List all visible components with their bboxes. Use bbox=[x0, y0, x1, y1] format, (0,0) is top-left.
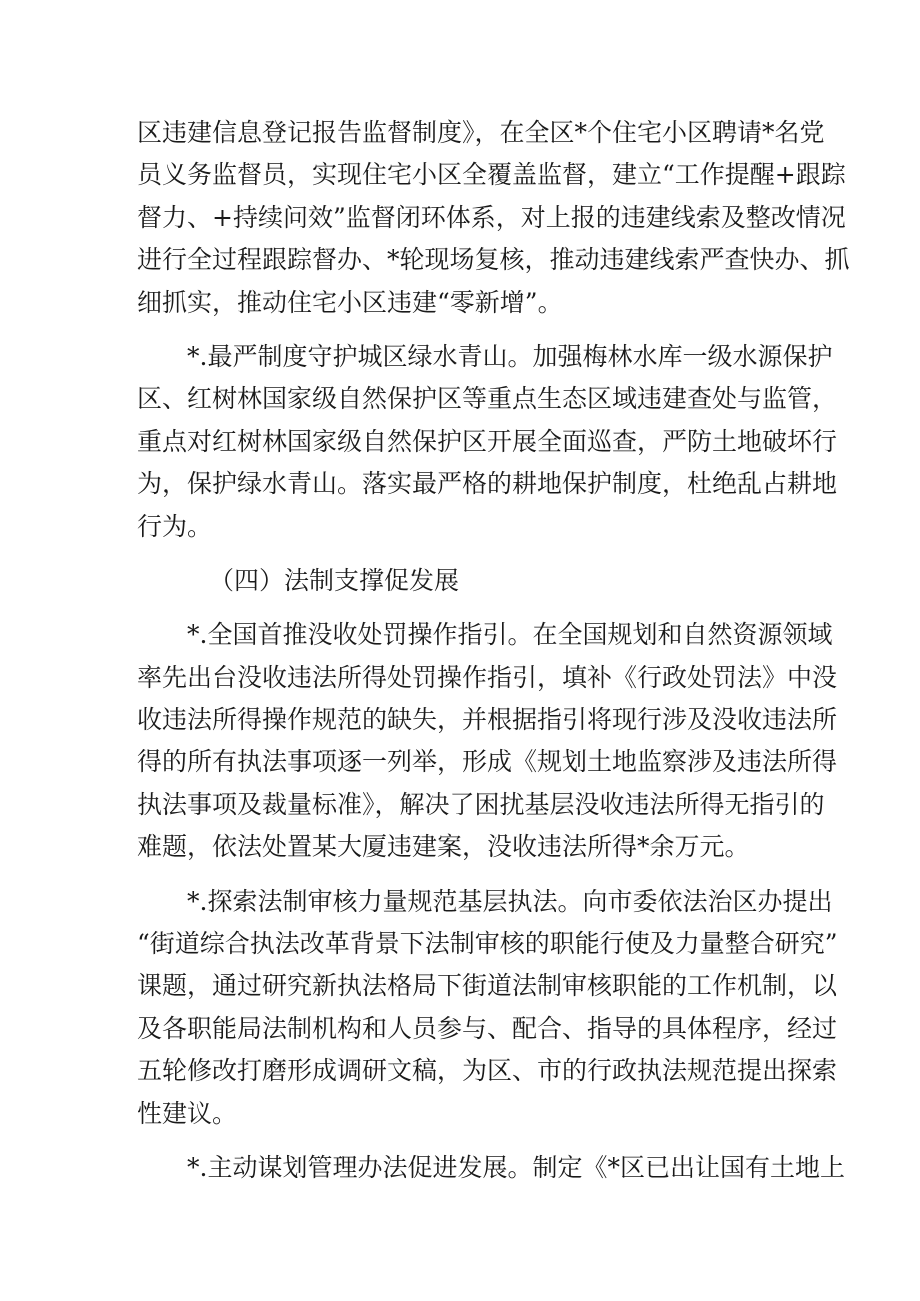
paragraph-legal-review bbox=[137, 881, 838, 1135]
text-line: 性建议。 bbox=[137, 1098, 238, 1128]
paragraph-gap bbox=[137, 602, 789, 614]
text-line: 收违法所得操作规范的缺失，并根据指引将现行涉及没收违法所 bbox=[137, 705, 838, 735]
section-heading bbox=[137, 560, 789, 602]
text-line: 区违建信息登记报告监督制度》，在全区*个住宅小区聘请*名党 bbox=[137, 118, 825, 147]
paragraph-gap bbox=[137, 1135, 789, 1147]
text-line: 及各职能局法制机构和人员参与、配合、指导的具体程序，经过 bbox=[137, 1013, 838, 1043]
text-line: 率先出台没收违法所得处罚操作指引，填补《行政处罚法》中没 bbox=[137, 662, 838, 692]
text-line: 细抓实，推动住宅小区违建“零新增”。 bbox=[137, 287, 563, 317]
paragraph-gap bbox=[137, 324, 789, 336]
text-line: “街道综合执法改革背景下法制审核的职能行使及力量整合研究” bbox=[137, 929, 838, 959]
text-line: *.最严制度守护城区绿水青山。加强梅林水库一级水源保护 bbox=[187, 341, 833, 371]
text-line: 课题，通过研究新执法格局下街道法制审核职能的工作机制，以 bbox=[137, 971, 838, 1001]
text-line: 重点对红树林国家级自然保护区开展全面巡查，严防土地破坏行 bbox=[137, 426, 838, 456]
text-line: 五轮修改打磨形成调研文稿，为区、市的行政执法规范提出探索 bbox=[137, 1056, 838, 1086]
text-line: 难题，依法处置某大厦违建案，没收违法所得*余万元。 bbox=[137, 832, 750, 862]
paragraph-management-measures bbox=[137, 1147, 845, 1189]
paragraph-green-protection bbox=[137, 336, 838, 548]
section-heading-text: （四）法制支撑促发展 bbox=[209, 565, 460, 595]
document-body bbox=[137, 112, 850, 1189]
text-line: 区、红树林国家级自然保护区等重点生态区域违建查处与监管， bbox=[137, 384, 838, 414]
text-line: *.主动谋划管理办法促进发展。制定《*区已出让国有土地上 bbox=[187, 1152, 845, 1182]
text-line: 得的所有执法事项逐一列举，形成《规划土地监察涉及违法所得 bbox=[137, 747, 838, 777]
paragraph-gap bbox=[137, 869, 789, 881]
text-line: 员义务监督员，实现住宅小区全覆盖监督，建立“工作提醒+跟踪 bbox=[137, 160, 846, 190]
text-line: *.探索法制审核力量规范基层执法。向市委依法治区办提出 bbox=[187, 886, 833, 916]
text-line: 督力、+持续问效”监督闭环体系，对上报的违建线索及整改情况 bbox=[137, 202, 846, 232]
text-line: 执法事项及裁量标准》，解决了困扰基层没收违法所得无指引的 bbox=[137, 789, 825, 819]
paragraph-gap bbox=[137, 548, 789, 560]
text-line: 为，保护绿水青山。落实最严格的耕地保护制度，杜绝乱占耕地 bbox=[137, 469, 838, 499]
text-line: 行为。 bbox=[137, 511, 213, 541]
paragraph-residential-supervision bbox=[137, 112, 850, 324]
paragraph-confiscation-guideline bbox=[137, 614, 838, 868]
text-line: *.全国首推没收处罚操作指引。在全国规划和自然资源领域 bbox=[187, 620, 833, 650]
text-line: 进行全过程跟踪督办、*轮现场复核，推动违建线索严查快办、抓 bbox=[137, 245, 850, 275]
